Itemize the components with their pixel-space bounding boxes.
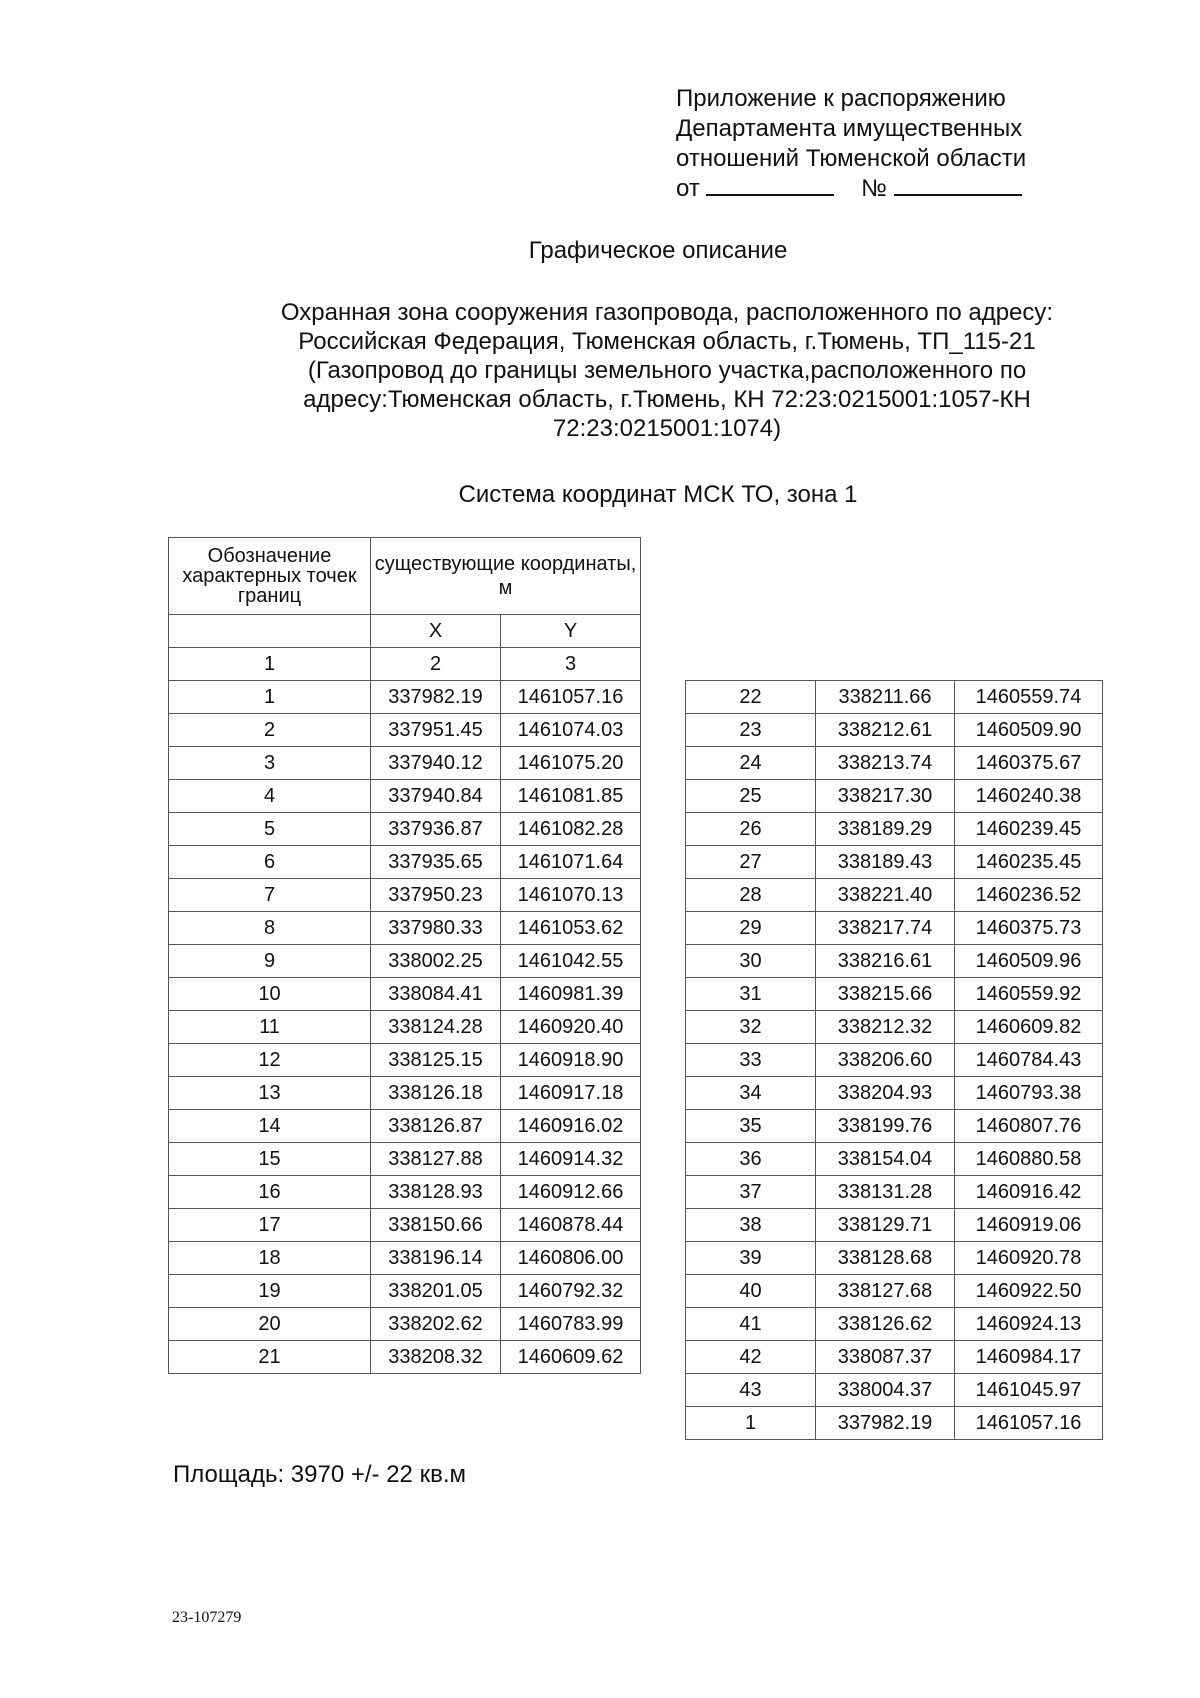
point-cell: 22 (686, 681, 816, 714)
y-coordinate-cell: 1460917.18 (501, 1077, 641, 1110)
table-right-body (686, 681, 1103, 1440)
subject-line-1: Охранная зона сооружения газопровода, расположенного по адресу: (280, 299, 1054, 326)
y-coordinate-cell: 1460509.90 (955, 714, 1103, 747)
table-row (686, 1209, 1103, 1242)
x-coordinate-cell: 338126.18 (371, 1077, 501, 1110)
table-row (686, 1407, 1103, 1440)
x-coordinate-cell: 338204.93 (816, 1077, 955, 1110)
point-cell: 36 (686, 1143, 816, 1176)
point-cell: 13 (169, 1077, 371, 1110)
y-coordinate-cell: 1461053.62 (501, 912, 641, 945)
y-coordinate-cell: 1460880.58 (955, 1143, 1103, 1176)
point-cell: 7 (169, 879, 371, 912)
point-cell: 11 (169, 1011, 371, 1044)
table-row (169, 912, 641, 945)
x-coordinate-cell: 338128.93 (371, 1176, 501, 1209)
table-row (686, 1275, 1103, 1308)
table-row (169, 879, 641, 912)
point-cell: 25 (686, 780, 816, 813)
y-coordinate-cell: 1460919.06 (955, 1209, 1103, 1242)
y-coordinate-cell: 1460783.99 (501, 1308, 641, 1341)
x-coordinate-cell: 338189.43 (816, 846, 955, 879)
point-cell: 28 (686, 879, 816, 912)
table-row (169, 1275, 641, 1308)
point-cell: 1 (686, 1407, 816, 1440)
point-cell: 4 (169, 780, 371, 813)
x-coordinate-cell: 338127.88 (371, 1143, 501, 1176)
y-coordinate-cell: 1461045.97 (955, 1374, 1103, 1407)
x-coordinate-cell: 337982.19 (371, 681, 501, 714)
x-coordinate-cell: 338211.66 (816, 681, 955, 714)
point-cell: 35 (686, 1110, 816, 1143)
y-coordinate-cell: 1460239.45 (955, 813, 1103, 846)
table-row (686, 945, 1103, 978)
subject-line-5: 72:23:0215001:1074) (552, 415, 782, 442)
subject-line-4: адресу:Тюменская область, г.Тюмень, КН 72:23:0215001:1057-КН (303, 386, 1031, 413)
table-row (686, 681, 1103, 714)
table-row (169, 945, 641, 978)
x-coordinate-cell: 337951.45 (371, 714, 501, 747)
x-coordinate-cell: 338215.66 (816, 978, 955, 1011)
y-coordinate-cell: 1460375.73 (955, 912, 1103, 945)
table-row (686, 1044, 1103, 1077)
table-row (169, 747, 641, 780)
x-coordinate-cell: 338212.61 (816, 714, 955, 747)
table-axis-row (169, 615, 641, 648)
point-cell: 8 (169, 912, 371, 945)
point-cell: 24 (686, 747, 816, 780)
y-coordinate-cell: 1460916.02 (501, 1110, 641, 1143)
x-coordinate-cell: 338201.05 (371, 1275, 501, 1308)
table-header-row (169, 538, 641, 615)
table-row (169, 1143, 641, 1176)
point-cell: 15 (169, 1143, 371, 1176)
point-cell: 27 (686, 846, 816, 879)
point-cell: 5 (169, 813, 371, 846)
x-coordinate-cell: 337940.12 (371, 747, 501, 780)
point-cell: 10 (169, 978, 371, 1011)
appendix-block (676, 84, 1116, 204)
x-coordinate-cell: 338127.68 (816, 1275, 955, 1308)
table-row (686, 846, 1103, 879)
point-cell: 3 (169, 747, 371, 780)
x-coordinate-cell: 338126.62 (816, 1308, 955, 1341)
y-coordinate-cell: 1460793.38 (955, 1077, 1103, 1110)
x-coordinate-cell: 338202.62 (371, 1308, 501, 1341)
point-cell: 21 (169, 1341, 371, 1374)
y-coordinate-cell: 1460559.74 (955, 681, 1103, 714)
point-cell: 12 (169, 1044, 371, 1077)
y-coordinate-cell: 1460375.67 (955, 747, 1103, 780)
point-cell: 32 (686, 1011, 816, 1044)
table-row (686, 1374, 1103, 1407)
y-coordinate-cell: 1460609.62 (501, 1341, 641, 1374)
table-row (686, 912, 1103, 945)
y-coordinate-cell: 1460559.92 (955, 978, 1103, 1011)
point-cell: 20 (169, 1308, 371, 1341)
point-cell: 17 (169, 1209, 371, 1242)
table-row (686, 879, 1103, 912)
table-row (169, 1011, 641, 1044)
y-coordinate-cell: 1461057.16 (955, 1407, 1103, 1440)
point-cell: 16 (169, 1176, 371, 1209)
y-coordinate-cell: 1460916.42 (955, 1176, 1103, 1209)
x-coordinate-cell: 338087.37 (816, 1341, 955, 1374)
point-cell: 19 (169, 1275, 371, 1308)
table-left-body (169, 681, 641, 1374)
y-coordinate-cell: 1460912.66 (501, 1176, 641, 1209)
y-coordinate-cell: 1461074.03 (501, 714, 641, 747)
y-coordinate-cell: 1460609.82 (955, 1011, 1103, 1044)
x-coordinate-cell: 338213.74 (816, 747, 955, 780)
table-row (169, 813, 641, 846)
y-coordinate-cell: 1461082.28 (501, 813, 641, 846)
appendix-line-3: отношений Тюменской области (676, 145, 1027, 172)
date-blank (706, 174, 834, 196)
table-row (686, 1242, 1103, 1275)
x-coordinate-cell: 338221.40 (816, 879, 955, 912)
point-cell: 29 (686, 912, 816, 945)
table-row (169, 1209, 641, 1242)
point-cell: 37 (686, 1176, 816, 1209)
point-cell: 14 (169, 1110, 371, 1143)
table-row (169, 1341, 641, 1374)
y-coordinate-cell: 1460920.78 (955, 1242, 1103, 1275)
point-cell: 30 (686, 945, 816, 978)
table-row (686, 1011, 1103, 1044)
y-coordinate-cell: 1460924.13 (955, 1308, 1103, 1341)
appendix-line-2: Департамента имущественных (676, 115, 1023, 142)
table-row (169, 978, 641, 1011)
x-coordinate-cell: 338196.14 (371, 1242, 501, 1275)
point-cell: 34 (686, 1077, 816, 1110)
header-x: X (371, 615, 501, 648)
x-coordinate-cell: 338125.15 (371, 1044, 501, 1077)
table-row (169, 780, 641, 813)
table-row (169, 1308, 641, 1341)
table-row (686, 1077, 1103, 1110)
point-cell: 18 (169, 1242, 371, 1275)
number-prefix: № (861, 175, 887, 202)
y-coordinate-cell: 1460918.90 (501, 1044, 641, 1077)
x-coordinate-cell: 338216.61 (816, 945, 955, 978)
point-cell: 42 (686, 1341, 816, 1374)
y-coordinate-cell: 1461071.64 (501, 846, 641, 879)
y-coordinate-cell: 1460984.17 (955, 1341, 1103, 1374)
y-coordinate-cell: 1460509.96 (955, 945, 1103, 978)
x-coordinate-cell: 337980.33 (371, 912, 501, 945)
y-coordinate-cell: 1460920.40 (501, 1011, 641, 1044)
x-coordinate-cell: 338217.30 (816, 780, 955, 813)
table-row (686, 747, 1103, 780)
y-coordinate-cell: 1460792.32 (501, 1275, 641, 1308)
table-row (686, 780, 1103, 813)
table-row (686, 1110, 1103, 1143)
table-row (686, 1143, 1103, 1176)
point-cell: 31 (686, 978, 816, 1011)
y-coordinate-cell: 1460806.00 (501, 1242, 641, 1275)
y-coordinate-cell: 1460914.32 (501, 1143, 641, 1176)
x-coordinate-cell: 338206.60 (816, 1044, 955, 1077)
y-coordinate-cell: 1460235.45 (955, 846, 1103, 879)
subject-description (232, 298, 1102, 443)
x-coordinate-cell: 338189.29 (816, 813, 955, 846)
point-cell: 33 (686, 1044, 816, 1077)
x-coordinate-cell: 338124.28 (371, 1011, 501, 1044)
header-y: Y (501, 615, 641, 648)
table-row (686, 1341, 1103, 1374)
table-row (169, 1176, 641, 1209)
x-coordinate-cell: 337935.65 (371, 846, 501, 879)
y-coordinate-cell: 1461075.20 (501, 747, 641, 780)
table-row (169, 681, 641, 714)
y-coordinate-cell: 1461081.85 (501, 780, 641, 813)
table-row (169, 1044, 641, 1077)
x-coordinate-cell: 338128.68 (816, 1242, 955, 1275)
y-coordinate-cell: 1460981.39 (501, 978, 641, 1011)
header-point-label: Обозначение характерных точек границ (169, 538, 371, 615)
number-blank (894, 174, 1022, 196)
point-cell: 2 (169, 714, 371, 747)
x-coordinate-cell: 338002.25 (371, 945, 501, 978)
column-number-2: 2 (371, 648, 501, 681)
coordinates-table-left (168, 537, 641, 1374)
x-coordinate-cell: 338004.37 (816, 1374, 955, 1407)
y-coordinate-cell: 1460240.38 (955, 780, 1103, 813)
point-cell: 41 (686, 1308, 816, 1341)
y-coordinate-cell: 1461042.55 (501, 945, 641, 978)
point-cell: 23 (686, 714, 816, 747)
point-cell: 26 (686, 813, 816, 846)
table-row (686, 714, 1103, 747)
x-coordinate-cell: 338150.66 (371, 1209, 501, 1242)
table-row (169, 1242, 641, 1275)
table-row (169, 846, 641, 879)
x-coordinate-cell: 337936.87 (371, 813, 501, 846)
x-coordinate-cell: 338154.04 (816, 1143, 955, 1176)
y-coordinate-cell: 1460236.52 (955, 879, 1103, 912)
table-row (686, 978, 1103, 1011)
x-coordinate-cell: 337982.19 (816, 1407, 955, 1440)
y-coordinate-cell: 1460784.43 (955, 1044, 1103, 1077)
x-coordinate-cell: 338129.71 (816, 1209, 955, 1242)
point-cell: 39 (686, 1242, 816, 1275)
document-title: Графическое описание (528, 237, 788, 264)
point-cell: 1 (169, 681, 371, 714)
x-coordinate-cell: 338217.74 (816, 912, 955, 945)
point-cell: 9 (169, 945, 371, 978)
table-row (686, 1308, 1103, 1341)
y-coordinate-cell: 1460878.44 (501, 1209, 641, 1242)
table-row (686, 813, 1103, 846)
point-cell: 43 (686, 1374, 816, 1407)
appendix-line-1: Приложение к распоряжению (676, 85, 1006, 112)
table-row (169, 1110, 641, 1143)
y-coordinate-cell: 1461070.13 (501, 879, 641, 912)
table-row (686, 1176, 1103, 1209)
y-coordinate-cell: 1460807.76 (955, 1110, 1103, 1143)
x-coordinate-cell: 337940.84 (371, 780, 501, 813)
column-number-1: 1 (169, 648, 371, 681)
x-coordinate-cell: 338199.76 (816, 1110, 955, 1143)
header-coords-label: существующие координаты, м (371, 538, 641, 615)
point-cell: 38 (686, 1209, 816, 1242)
x-coordinate-cell: 338131.28 (816, 1176, 955, 1209)
subject-line-2: Российская Федерация, Тюменская область, г.Тюмень, ТП_115-21 (298, 328, 1036, 355)
x-coordinate-cell: 337950.23 (371, 879, 501, 912)
coordinates-table-right (685, 680, 1103, 1440)
y-coordinate-cell: 1461057.16 (501, 681, 641, 714)
coordinate-system: Система координат МСК ТО, зона 1 (458, 481, 858, 508)
document-number: 23-107279 (172, 1609, 242, 1626)
x-coordinate-cell: 338208.32 (371, 1341, 501, 1374)
appendix-date-number-line (676, 174, 1116, 204)
table-column-number-row (169, 648, 641, 681)
table-row (169, 1077, 641, 1110)
y-coordinate-cell: 1460922.50 (955, 1275, 1103, 1308)
table-row (169, 714, 641, 747)
subject-line-3: (Газопровод до границы земельного участка,расположенного по (307, 357, 1027, 384)
column-number-3: 3 (501, 648, 641, 681)
date-prefix: от (676, 175, 700, 202)
area-value: Площадь: 3970 +/- 22 кв.м (173, 1461, 466, 1488)
x-coordinate-cell: 338212.32 (816, 1011, 955, 1044)
header-empty-cell (169, 615, 371, 648)
point-cell: 6 (169, 846, 371, 879)
point-cell: 40 (686, 1275, 816, 1308)
x-coordinate-cell: 338126.87 (371, 1110, 501, 1143)
x-coordinate-cell: 338084.41 (371, 978, 501, 1011)
